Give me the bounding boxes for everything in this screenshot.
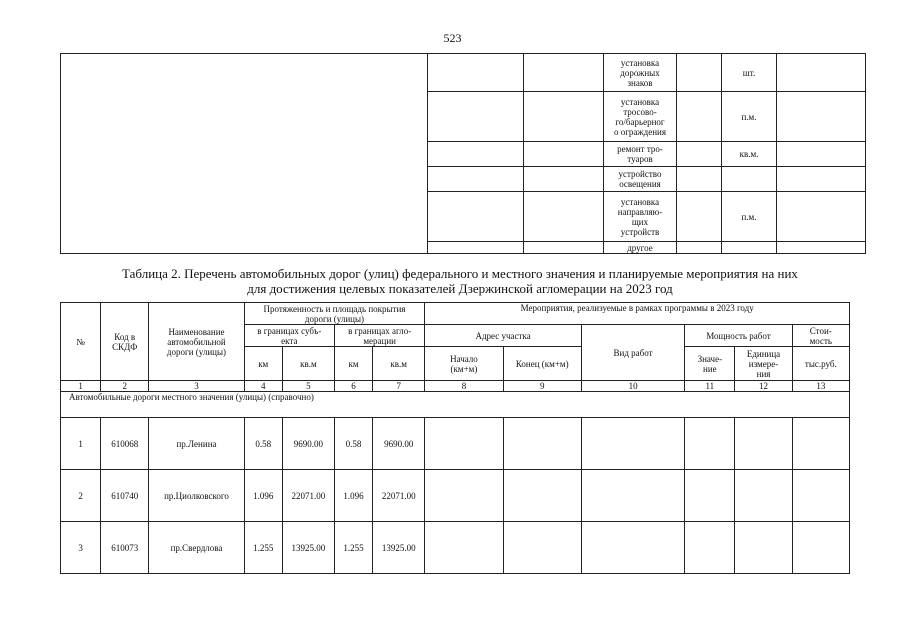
row-number: 1 <box>61 418 101 470</box>
header-sqm: кв.м <box>373 347 425 381</box>
header-value: Значе- ние <box>685 347 735 381</box>
header-unit: Единица измере- ния <box>735 347 792 381</box>
area-subject: 13925.00 <box>282 522 334 574</box>
length-agglomeration: 0.58 <box>334 418 372 470</box>
header-length-area: Протяженность и площадь покрытия дороги (улицы) <box>244 303 425 325</box>
table-row <box>61 470 850 522</box>
column-number: 1 <box>61 381 101 392</box>
road-name: пр.Циолковского <box>149 470 244 522</box>
unit-cell <box>722 167 777 192</box>
header-work-type: Вид работ <box>581 325 684 381</box>
road-code: 610740 <box>101 470 149 522</box>
header-agglomeration-bounds: в границах агло- мерации <box>334 325 424 347</box>
length-subject: 0.58 <box>244 418 282 470</box>
continuation-table <box>60 53 866 254</box>
road-code: 610068 <box>101 418 149 470</box>
table-caption <box>60 266 860 296</box>
column-number-row <box>61 381 850 392</box>
header-rub: тыс.руб. <box>792 347 849 381</box>
section-row <box>61 392 850 418</box>
row-number: 2 <box>61 470 101 522</box>
unit-cell: п.м. <box>722 192 777 242</box>
roads-table <box>60 302 850 574</box>
work-type-cell: ремонт тро- туаров <box>604 142 677 167</box>
column-number: 12 <box>735 381 792 392</box>
work-type-cell: установка тросово- го/барьерног о ограждения <box>604 92 677 142</box>
length-agglomeration: 1.096 <box>334 470 372 522</box>
header-km: км <box>244 347 282 381</box>
caption-line-1: Таблица 2. Перечень автомобильных дорог (улиц) федерального и местного значения и планируемые мероприятия на них <box>122 266 798 281</box>
page-number: 523 <box>443 31 462 45</box>
road-name: пр.Свердлова <box>149 522 244 574</box>
header-start: Начало (км+м) <box>425 347 503 381</box>
header-code: Код в СКДФ <box>101 303 149 381</box>
table-row <box>61 54 866 92</box>
length-subject: 1.096 <box>244 470 282 522</box>
column-number: 2 <box>101 381 149 392</box>
header-cost: Стои- мость <box>792 325 849 347</box>
area-subject: 9690.00 <box>282 418 334 470</box>
column-number: 7 <box>373 381 425 392</box>
work-type-cell: другое <box>604 242 677 254</box>
area-agglomeration: 9690.00 <box>373 418 425 470</box>
column-number: 6 <box>334 381 372 392</box>
empty-cell <box>61 54 428 254</box>
column-number: 5 <box>282 381 334 392</box>
caption-line-2: для достижения целевых показателей Дзержинской агломерации на 2023 год <box>247 281 673 296</box>
column-number: 9 <box>503 381 581 392</box>
length-agglomeration: 1.255 <box>334 522 372 574</box>
header-end: Конец (км+м) <box>503 347 581 381</box>
header-measures: Мероприятия, реализуемые в рамках программы в 2023 году <box>425 303 850 325</box>
column-number: 11 <box>685 381 735 392</box>
column-number: 3 <box>149 381 244 392</box>
header-address: Адрес участка <box>425 325 582 347</box>
header-road-name: Наименование автомобильной дороги (улицы) <box>149 303 244 381</box>
header-km: км <box>334 347 372 381</box>
header-capacity: Мощность работ <box>685 325 792 347</box>
header-sqm: кв.м <box>282 347 334 381</box>
unit-cell: кв.м. <box>722 142 777 167</box>
header-num: № <box>61 303 101 381</box>
header-subject-bounds: в границах субъ- екта <box>244 325 334 347</box>
area-agglomeration: 22071.00 <box>373 470 425 522</box>
column-number: 10 <box>581 381 684 392</box>
work-type-cell: установка направляю- щих устройств <box>604 192 677 242</box>
work-type-cell: устройство освещения <box>604 167 677 192</box>
unit-cell: шт. <box>722 54 777 92</box>
section-title: Автомобильные дороги местного значения (улицы) (справочно) <box>61 392 850 418</box>
work-type-cell: установка дорожных знаков <box>604 54 677 92</box>
row-number: 3 <box>61 522 101 574</box>
unit-cell <box>722 242 777 254</box>
header-row <box>61 303 850 325</box>
table-row <box>61 522 850 574</box>
column-number: 4 <box>244 381 282 392</box>
unit-cell: п.м. <box>722 92 777 142</box>
column-number: 8 <box>425 381 503 392</box>
table-row <box>61 418 850 470</box>
column-number: 13 <box>792 381 849 392</box>
road-name: пр.Ленина <box>149 418 244 470</box>
area-subject: 22071.00 <box>282 470 334 522</box>
road-code: 610073 <box>101 522 149 574</box>
length-subject: 1.255 <box>244 522 282 574</box>
area-agglomeration: 13925.00 <box>373 522 425 574</box>
